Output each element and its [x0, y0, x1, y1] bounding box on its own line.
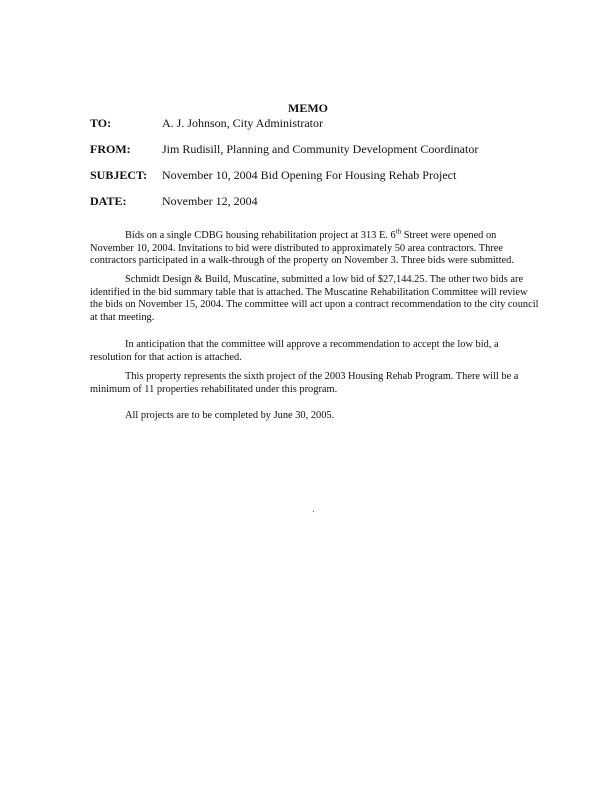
subject-value: November 10, 2004 Bid Opening For Housing Rehab Project: [162, 168, 457, 182]
paragraph-line: November 10, 2004. Invitations to bid were distributed to approximately 50 area contractors. Three: [90, 242, 504, 254]
from-label: FROM:: [90, 142, 131, 156]
paragraph-bids: [90, 227, 514, 268]
memo-title: MEMO: [288, 101, 328, 115]
paragraph-line: In anticipation that the committee will approve a recommendation to accept the low bid, a: [125, 339, 499, 350]
paragraph-completion: [90, 410, 334, 423]
superscript: th: [395, 227, 402, 236]
paragraph-line: contractors participated in a walk-through of the property on November 3. Three bids were submitted.: [90, 255, 514, 267]
paragraph-line: All projects are to be completed by June 30, 2005.: [125, 410, 335, 421]
scan-speck: [313, 511, 314, 512]
paragraph-line: the bids on November 15, 2004. The committee will act upon a contract recommendation to the city council: [90, 299, 539, 311]
date-value: November 12, 2004: [162, 194, 258, 208]
paragraph-line: minimum of 11 properties rehabilitated under this program.: [90, 383, 338, 395]
paragraph-line: This property represents the sixth project of the 2003 Housing Rehab Program. There will be a: [125, 371, 519, 382]
paragraph-line: resolution for that action is attached.: [90, 351, 242, 363]
paragraph-program: [90, 371, 518, 396]
paragraph-line: Schmidt Design & Build, Muscatine, submitted a low bid of $27,144.25. The other two bids are: [125, 274, 524, 285]
paragraph-line: identified in the bid summary table that is attached. The Muscatine Rehabilitation Committee will review: [90, 286, 528, 298]
line-text: Street were opened on: [401, 230, 497, 241]
subject-label: SUBJECT:: [90, 168, 148, 182]
from-value: Jim Rudisill, Planning and Community Development Coordinator: [162, 142, 479, 156]
to-value: A. J. Johnson, City Administrator: [162, 116, 324, 130]
paragraph-low-bid: [90, 274, 539, 324]
date-label: DATE:: [90, 194, 127, 208]
line-text: Bids on a single CDBG housing rehabilitation project at 313 E. 6: [125, 230, 396, 241]
to-label: TO:: [90, 116, 112, 130]
paragraph-line: [90, 227, 514, 243]
paragraph-line: at that meeting.: [90, 311, 155, 323]
paragraph-resolution: [90, 339, 499, 364]
